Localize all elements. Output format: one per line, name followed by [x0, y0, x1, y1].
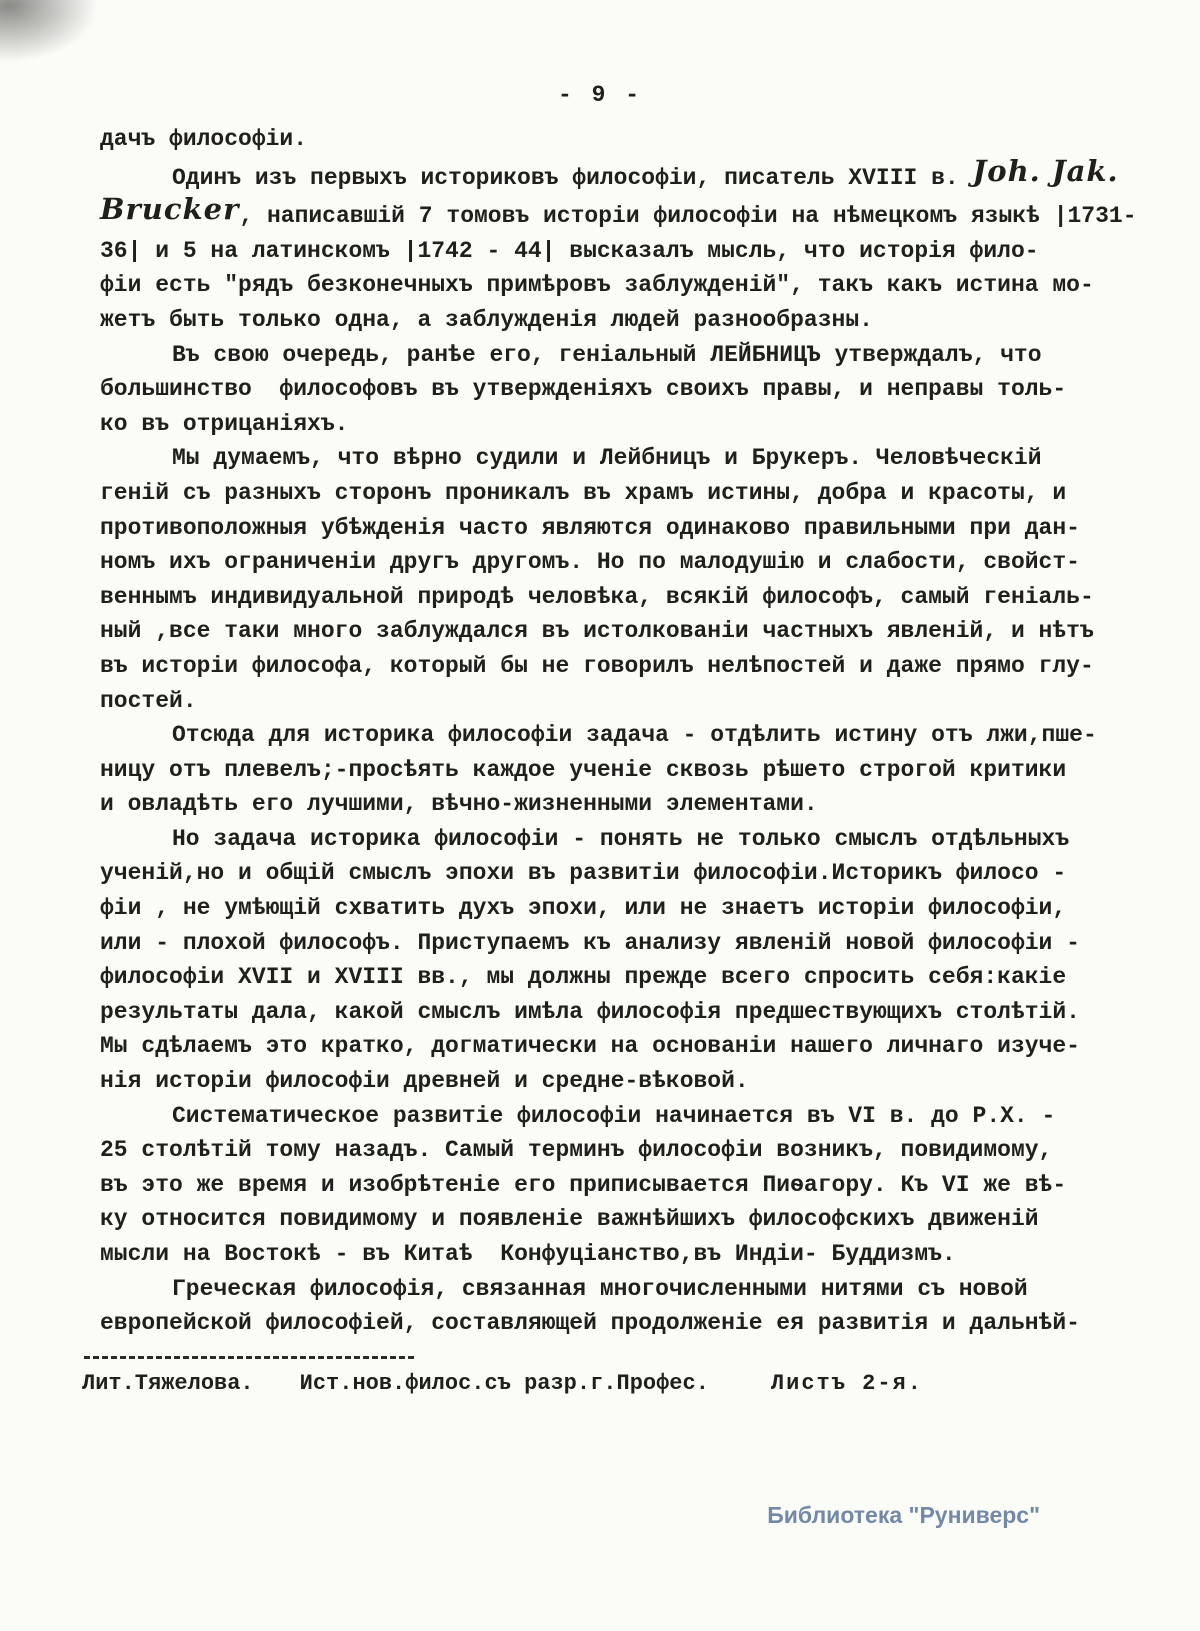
text-line [100, 1202, 1162, 1237]
text-line [100, 511, 1162, 546]
typed-text: ученій,но и общій смыслъ эпохи въ развитіи философіи.Историкъ филосо - [100, 860, 1067, 887]
typed-text: Систематическое развитіе философіи начинается въ VI в. до Р.Х. - [172, 1102, 1056, 1129]
text-line [100, 192, 1162, 234]
footer-attribution: Лит.Тяжелова. [82, 1371, 254, 1396]
typed-text: или - плохой философъ. Приступаемъ къ анализу явленій новой философіи - [100, 929, 1080, 956]
typed-text: 25 столѣтій тому назадъ. Самый терминъ философіи возникъ, повидимому, [100, 1137, 1053, 1164]
typed-text: ко въ отрицаніяхъ. [100, 410, 349, 437]
typed-text: фіи , не умѣющій схватить духъ эпохи, или не знаетъ исторіи философіи, [100, 895, 1067, 922]
typed-text: ный ,все таки много заблуждался въ истолкованіи частныхъ явленій, и нѣтъ [100, 618, 1094, 645]
typed-text: Мы сдѣлаемъ это кратко, догматически на основаніи нашего личнаго изуче- [100, 1033, 1080, 1060]
typed-text: жетъ быть только одна, а заблужденія людей разнообразны. [100, 306, 873, 333]
typed-text: результаты дала, какой смыслъ имѣла философія предшествующихъ столѣтій. [100, 998, 1080, 1025]
text-line [100, 1168, 1162, 1203]
typed-text: номъ ихъ ограниченіи другъ другомъ. Но по малодушію и слабости, свойст- [100, 549, 1080, 576]
text-line [100, 822, 1162, 857]
text-line [100, 1272, 1162, 1307]
typed-text: ку относится повидимому и появленіе важнѣйшихъ философскихъ движеній [100, 1206, 1039, 1233]
text-line [100, 407, 1162, 442]
typed-text: философіи XVII и XVIII вв., мы должны прежде всего спросить себя:какіе [100, 964, 1067, 991]
text-line [100, 1064, 1162, 1099]
text-line [100, 856, 1162, 891]
text-line [100, 1029, 1162, 1064]
typed-text: дачъ философіи. [100, 126, 308, 152]
text-line [100, 372, 1162, 407]
typed-text: ницу отъ плевелъ;-просѣять каждое ученіе сквозь рѣшето строгой критики [100, 756, 1067, 783]
typed-text: , написавшій 7 томовъ исторіи философіи на нѣмецкомъ языкѣ |1731- [239, 203, 1137, 230]
text-line [100, 1133, 1162, 1168]
library-watermark: Библиотека "Руниверс" [767, 1502, 1040, 1528]
handwritten-text: Joh. Jak. [972, 153, 1119, 188]
text-line [100, 960, 1162, 995]
text-line [100, 1306, 1162, 1341]
typed-text: большинство философовъ въ утвержденіяхъ своихъ правы, и неправы толь- [100, 376, 1067, 403]
typed-text: Но задача историка философіи - понять не только смыслъ отдѣльныхъ [172, 825, 1070, 852]
text-line [100, 1099, 1162, 1134]
footer [82, 1356, 1162, 1396]
typed-text: 36| и 5 на латинскомъ |1742 - 44| высказалъ мысль, что исторія фило- [100, 237, 1039, 264]
text-line [100, 718, 1162, 753]
typed-text: фіи есть "рядъ безконечныхъ примѣровъ заблужденій", такъ какъ истина мо- [100, 272, 1094, 299]
typed-text: Одинъ изъ первыхъ историковъ философіи, писатель XVIII в. [172, 164, 973, 191]
typed-text: Въ свою очередь, ранѣе его, геніальный ЛЕЙБНИЦЪ утверждалъ, что [172, 341, 1042, 368]
footer-title: Ист.нов.филос.съ разр.г.Профес. [299, 1371, 709, 1396]
text-line [100, 649, 1162, 684]
typed-text: противоположныя убѣжденія часто являются одинаково правильными при дан- [100, 514, 1080, 541]
text-line [100, 580, 1162, 615]
typed-text: Греческая философія, связанная многочисленными нитями съ новой [172, 1275, 1028, 1302]
typed-text: мысли на Востокѣ - въ Китаѣ Конфуціанство,въ Индіи- Буддизмъ. [100, 1241, 956, 1267]
typed-text: геній съ разныхъ сторонъ проникалъ въ храмъ истины, добра и красоты, и [100, 479, 1067, 506]
text-line [100, 684, 1162, 719]
text-line [100, 995, 1162, 1030]
text-line [100, 122, 1162, 157]
text-line [100, 476, 1162, 511]
text-line [100, 614, 1162, 649]
text-line [100, 753, 1162, 788]
typed-text: и овладѣть его лучшими, вѣчно-жизненными элементами. [100, 791, 818, 818]
text-line [100, 545, 1162, 580]
typed-text: нія исторіи философіи древней и средне-вѣковой. [100, 1068, 749, 1095]
text-line [100, 303, 1162, 338]
document-body [100, 122, 1162, 1341]
text-line [100, 268, 1162, 303]
page-number: - 9 - [557, 82, 642, 108]
footer-line [82, 1371, 1162, 1396]
footer-dashed-rule [84, 1356, 414, 1359]
text-line [100, 234, 1162, 269]
text-line [100, 1237, 1162, 1272]
text-line [100, 891, 1162, 926]
typed-text: Отсюда для историка философіи задача - отдѣлить истину отъ лжи,пше- [172, 722, 1097, 749]
handwritten-text: Brucker [100, 192, 240, 227]
typed-text: европейской философіей, составляющей продолженіе ея развитія и дальнѣй- [100, 1310, 1080, 1337]
text-line [100, 338, 1162, 373]
typed-text: Мы думаемъ, что вѣрно судили и Лейбницъ и Брукеръ. Человѣческій [172, 445, 1042, 472]
typed-text: веннымъ индивидуальной природѣ человѣка, всякій философъ, самый геніаль- [100, 583, 1094, 610]
footer-sheet-number: Листъ 2-я. [770, 1371, 923, 1396]
text-line [100, 787, 1162, 822]
text-line [100, 153, 1162, 196]
text-line [100, 926, 1162, 961]
text-line [100, 441, 1162, 476]
typed-text: въ это же время и изобрѣтеніе его приписывается Пиѳагору. Къ VI же вѣ- [100, 1171, 1067, 1198]
typed-text: постей. [100, 687, 197, 714]
typed-text: въ исторіи философа, который бы не говорилъ нелѣпостей и даже прямо глу- [100, 652, 1094, 679]
